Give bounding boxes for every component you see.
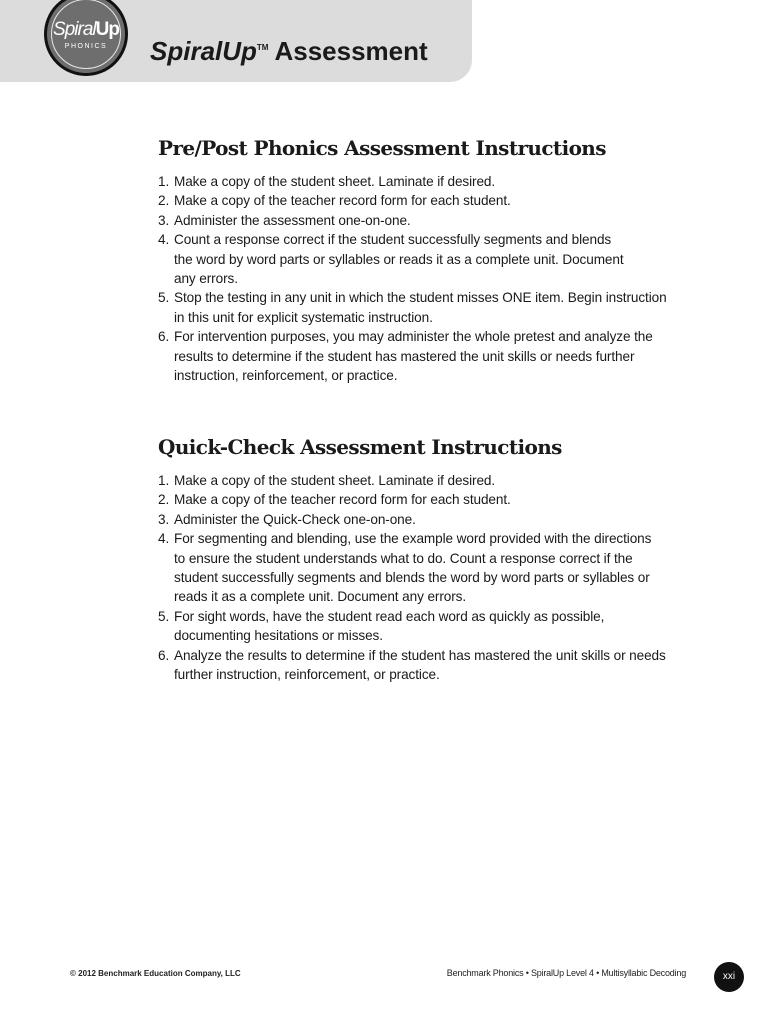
- item-line: reads it as a complete unit. Document any errors.: [174, 589, 467, 605]
- series-footer: Benchmark Phonics • SpiralUp Level 4 • Multisyllabic Decoding: [446, 968, 686, 978]
- item-line: For segmenting and blending, use the example word provided with the directions: [174, 531, 652, 547]
- list-item: [158, 471, 718, 490]
- item-text: Make a copy of the teacher record form for each student.: [174, 492, 511, 508]
- item-number: 6.: [158, 329, 170, 345]
- item-number: 5.: [158, 290, 170, 306]
- item-line: further instruction, reinforcement, or practice.: [174, 667, 440, 683]
- instruction-list: [158, 471, 718, 684]
- logo-text-up: Up: [95, 19, 119, 40]
- item-number: 3.: [158, 511, 170, 527]
- item-text: Administer the Quick-Check one-on-one.: [174, 511, 416, 527]
- section-title: Pre/Post Phonics Assessment Instructions: [158, 136, 606, 160]
- item-number: 4.: [158, 531, 170, 547]
- quick-check-instructions-section: [158, 435, 718, 684]
- logo-subtext: PHONICS: [64, 43, 108, 50]
- item-line: For sight words, have the student read each word as quickly as possible,: [174, 608, 605, 624]
- item-line: For intervention purposes, you may administer the whole pretest and analyze the: [174, 329, 653, 345]
- list-item: [158, 490, 718, 509]
- item-text: Make a copy of the teacher record form for each student.: [174, 193, 511, 209]
- trademark-mark: TM: [256, 43, 269, 53]
- item-text: Administer the assessment one-on-one.: [174, 212, 411, 228]
- item-number: 2.: [158, 193, 170, 209]
- logo-wordmark: [47, 19, 125, 41]
- list-item: [158, 646, 718, 685]
- item-text: Make a copy of the student sheet. Laminate if desired.: [174, 473, 496, 488]
- item-number: 3.: [158, 212, 170, 228]
- logo-text-spiral: Spiral: [53, 19, 96, 40]
- item-number: 5.: [158, 608, 170, 624]
- instruction-list: [158, 172, 718, 385]
- item-line: Stop the testing in any unit in which the student misses ONE item. Begin instruction: [174, 290, 667, 306]
- item-number: 1.: [158, 174, 170, 189]
- item-line: Count a response correct if the student successfully segments and blends: [174, 232, 612, 248]
- item-number: 1.: [158, 473, 170, 488]
- item-line: documenting hesitations or misses.: [174, 628, 383, 644]
- copyright-notice: © 2012 Benchmark Education Company, LLC: [70, 969, 241, 978]
- list-item: [158, 230, 718, 288]
- title-rest: Assessment: [274, 36, 428, 66]
- item-text: Make a copy of the student sheet. Laminate if desired.: [174, 174, 496, 189]
- page-title: [150, 36, 428, 67]
- title-brand: SpiralUp: [150, 36, 257, 66]
- item-line: instruction, reinforcement, or practice.: [174, 368, 398, 384]
- item-line: results to determine if the student has mastered the unit skills or needs further: [174, 348, 635, 364]
- item-line: the word by word parts or syllables or reads it as a complete unit. Document: [174, 251, 624, 267]
- list-item: [158, 288, 718, 327]
- list-item: [158, 529, 718, 607]
- list-item: [158, 172, 718, 191]
- list-item: [158, 191, 718, 210]
- list-item: [158, 607, 718, 646]
- item-line: to ensure the student understands what to do. Count a response correct if the: [174, 550, 633, 566]
- list-item: [158, 510, 718, 529]
- item-line: any errors.: [174, 271, 238, 287]
- item-line: Analyze the results to determine if the student has mastered the unit skills or needs: [174, 647, 666, 663]
- item-line: in this unit for explicit systematic instruction.: [174, 309, 433, 325]
- section-title: Quick-Check Assessment Instructions: [158, 435, 562, 459]
- list-item: [158, 327, 718, 385]
- item-number: 2.: [158, 492, 170, 508]
- list-item: [158, 211, 718, 230]
- pre-post-instructions-section: [158, 136, 718, 385]
- item-number: 6.: [158, 647, 170, 663]
- page-number-badge: xxi: [714, 962, 744, 992]
- item-line: student successfully segments and blends the word by word parts or syllables or: [174, 570, 650, 586]
- item-number: 4.: [158, 232, 170, 248]
